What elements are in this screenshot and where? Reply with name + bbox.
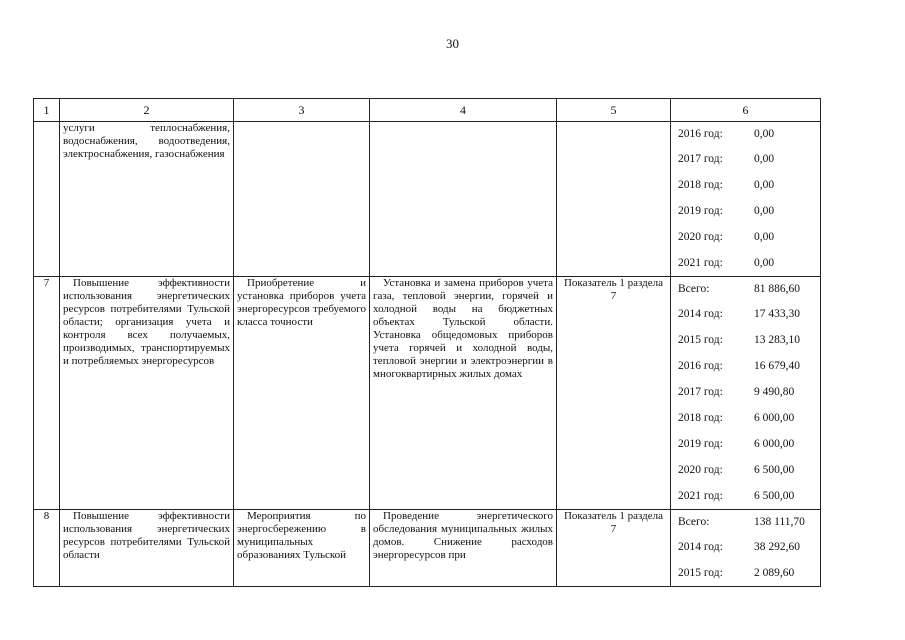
funding-line: 2014 год: 17 433,30 [678, 307, 800, 320]
header-col-4: 4 [370, 99, 557, 122]
cell-funding-continued [671, 122, 821, 277]
funding-line: 2021 год: 6 500,00 [678, 489, 795, 502]
header-col-6: 6 [671, 99, 821, 122]
cell-col3-empty [234, 122, 370, 277]
cell-funding [671, 277, 821, 510]
funding-line: 2020 год: 6 500,00 [678, 463, 795, 476]
funding-line: 2014 год: 38 292,60 [678, 540, 800, 553]
table-row-7 [34, 277, 821, 510]
funding-line: 2017 год: 0,00 [678, 152, 775, 165]
funding-line: 2019 год: 6 000,00 [678, 437, 795, 450]
header-col-5: 5 [557, 99, 671, 122]
cell-activity: Мероприятия по энергосбережению в муниципальных образованиях Тульской [234, 510, 370, 587]
cell-col4-empty [370, 122, 557, 277]
cell-measure-continued: услуги теплоснабжения, водоснабжения, водоотведения, электроснабжения, газоснабжения [60, 122, 234, 277]
cell-measure-name: Повышение эффективности использования энергетических ресурсов потребителями Тульской области; организация учета и контроля всех получаемых, производимых, транспортируемых и потребляемых энергоресурсов [60, 277, 234, 510]
funding-line: 2017 год: 9 490,80 [678, 385, 795, 398]
funding-line: 2016 год: 16 679,40 [678, 359, 800, 372]
funding-line: 2020 год: 0,00 [678, 230, 775, 243]
funding-line: 2018 год: 0,00 [678, 178, 775, 191]
page-number: 30 [446, 36, 459, 51]
cell-funding [671, 510, 821, 587]
cell-num [34, 122, 60, 277]
funding-line: 2016 год: 0,00 [678, 127, 775, 140]
cell-indicator: Показатель 1 раздела 7 [557, 277, 671, 510]
funding-line: 2015 год: 2 089,60 [678, 566, 795, 579]
table-row-8 [34, 510, 821, 587]
funding-line: 2018 год: 6 000,00 [678, 411, 795, 424]
table-header-row [34, 99, 821, 122]
cell-col5-empty [557, 122, 671, 277]
table-row-continued [34, 122, 821, 277]
cell-activity: Приобретение и установка приборов учета энергоресурсов требуемого класса точности [234, 277, 370, 510]
program-table [33, 98, 821, 587]
header-col-2: 2 [60, 99, 234, 122]
cell-measure-name: Повышение эффективности использования энергетических ресурсов потребителями Тульской области [60, 510, 234, 587]
funding-line: Всего: 81 886,60 [678, 282, 800, 295]
cell-description: Установка и замена приборов учета газа, тепловой энергии, горячей и холодной воды на бюджетных объектах Тульской области. Установка общедомовых приборов учета горячей и холодной воды, тепловой энергии и электроэнергии в многоквартирных жилых домах [370, 277, 557, 510]
cell-num: 8 [34, 510, 60, 587]
cell-num: 7 [34, 277, 60, 510]
funding-line: 2019 год: 0,00 [678, 204, 775, 217]
cell-indicator: Показатель 1 раздела 7 [557, 510, 671, 587]
header-col-3: 3 [234, 99, 370, 122]
funding-line: Всего: 138 111,70 [678, 515, 805, 528]
funding-line: 2015 год: 13 283,10 [678, 333, 800, 346]
header-col-1: 1 [34, 99, 60, 122]
funding-line: 2021 год: 0,00 [678, 256, 775, 269]
cell-description: Проведение энергетического обследования муниципальных жилых домов. Снижение расходов энергоресурсов при [370, 510, 557, 587]
